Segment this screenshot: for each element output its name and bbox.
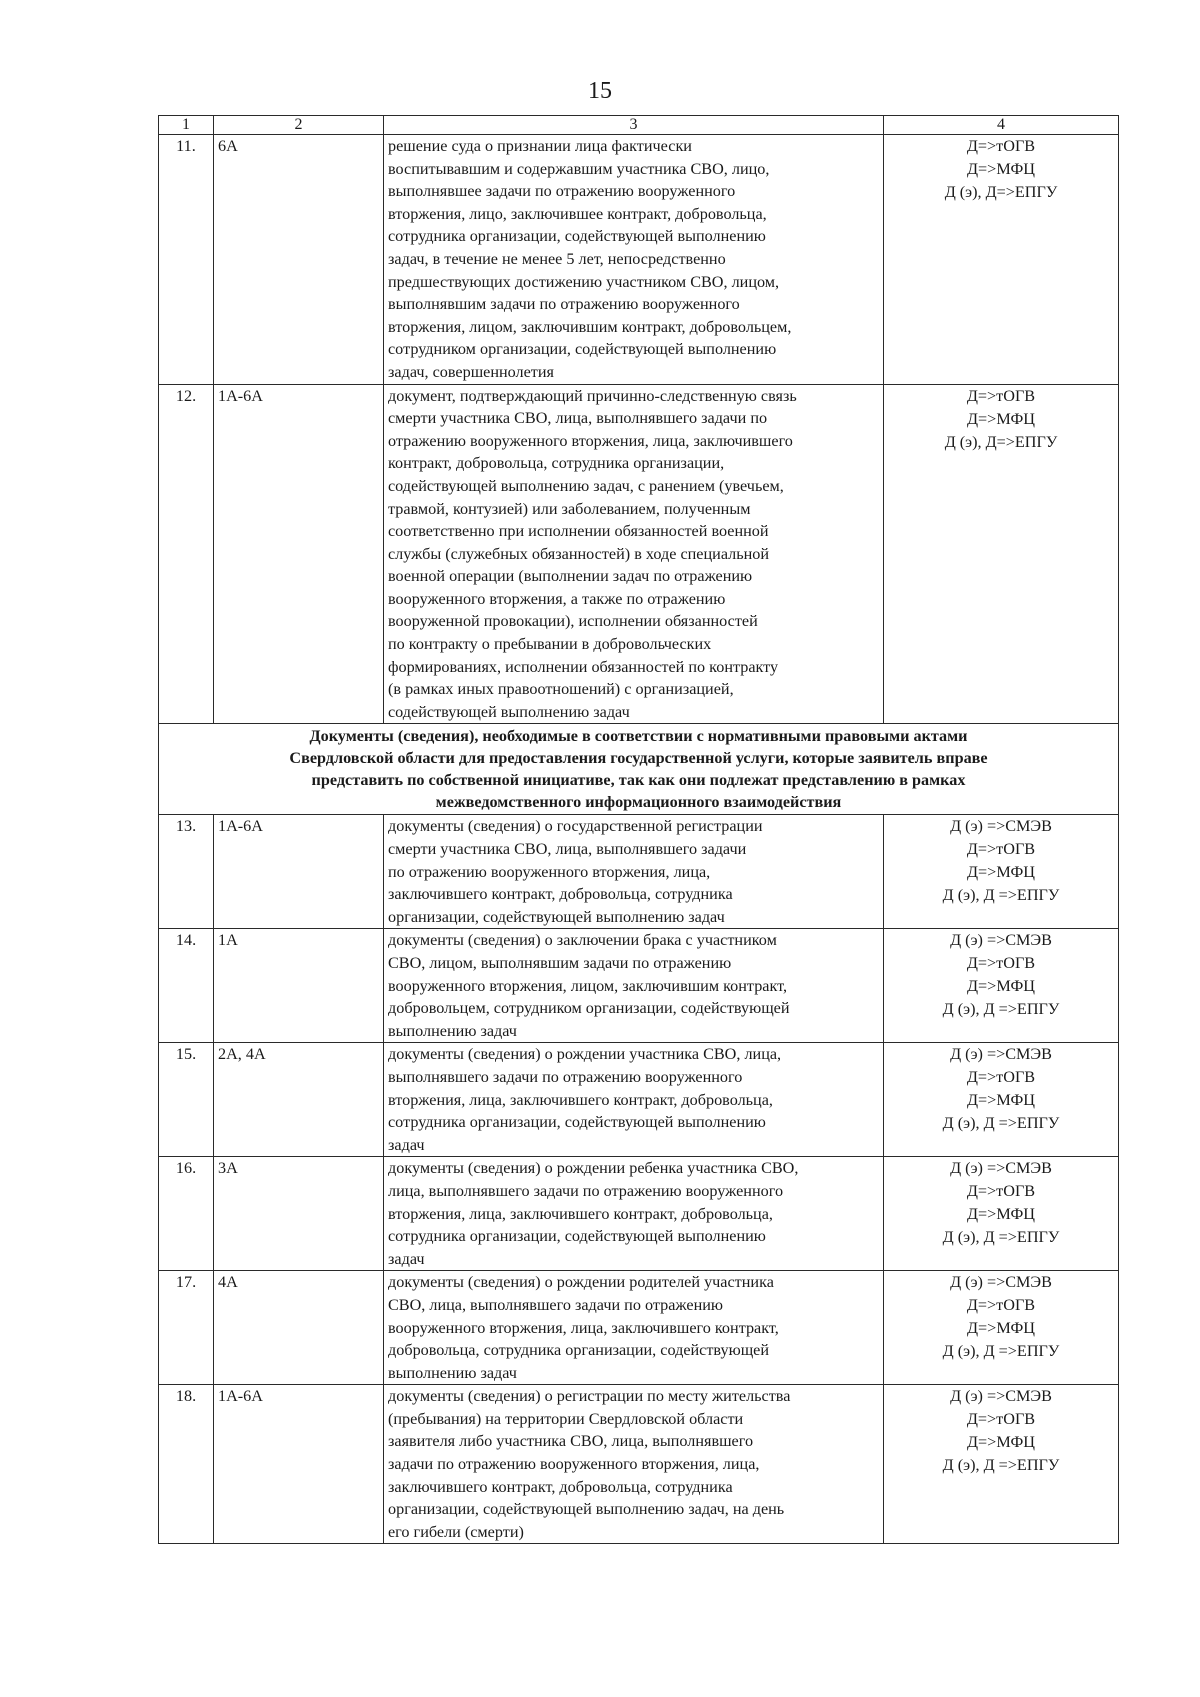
description-line: решение суда о признании лица фактически [388,137,692,155]
description-line: организации, содействующей выполнению задач, на день [388,1500,785,1519]
section-line: межведомственного информационного взаимодействия [435,793,842,812]
description-line: сотрудника организации, содействующей выполнению [388,227,766,246]
section-heading-row [159,724,1119,815]
route-line: Д=>тОГВ [966,1410,1036,1429]
row-description [384,929,884,1043]
route-line: Д=>тОГВ [966,954,1036,973]
description-line: задачи по отражению вооруженного вторжения, лица, [388,1455,760,1474]
table-row [159,1043,1119,1157]
row-description [384,135,884,385]
route-line: Д (э), Д =>ЕПГУ [942,1456,1060,1475]
description-line: отражению вооруженного вторжения, лица, заключившего [388,431,793,450]
description-line: по контракту о пребывании в добровольческих [388,635,712,654]
route-line: Д (э) =>СМЭВ [950,1045,1052,1064]
description-line: содействующей выполнению задач, с ранением (увечьем, [388,476,784,495]
description-line: выполнению задач [388,1021,517,1040]
documents-table [158,115,1119,1544]
section-heading [159,724,1119,815]
table-row [159,1385,1119,1544]
row-routes [884,135,1119,385]
section-line: Свердловской области для предоставления государственной услуги, которые заявитель вправе [289,749,988,768]
row-number: 12. [159,384,214,724]
description-line: (пребывания) на территории Свердловской области [388,1409,744,1428]
route-line: Д=>тОГВ [966,1068,1036,1087]
route-line: Д=>МФЦ [967,1091,1035,1110]
section-line: Документы (сведения), необходимые в соответствии с нормативными правовыми актами [309,727,968,746]
route-line: Д=>тОГВ [966,1182,1036,1201]
description-line: сотрудника организации, содействующей выполнению [388,1227,766,1246]
description-line: вторжения, лицо, заключившее контракт, добровольца, [388,204,767,223]
description-line: вторжения, лица, заключившего контракт, добровольца, [388,1090,773,1109]
row-routes [884,1157,1119,1271]
row-number: 17. [159,1271,214,1385]
row-number: 11. [159,135,214,385]
row-number: 15. [159,1043,214,1157]
description-line: травмой, контузией) или заболеванием, полученным [388,499,751,518]
description-line: контракт, добровольца, сотрудника организации, [388,454,725,473]
description-line: вооруженного вторжения, а также по отражению [388,589,726,608]
header-col-1: 1 [159,116,214,135]
description-line: документы (сведения) о рождении участника СВО, лица, [388,1045,782,1064]
table-row [159,384,1119,724]
row-number: 18. [159,1385,214,1544]
section-body [159,724,1119,815]
route-line: Д=>МФЦ [967,1205,1035,1224]
route-line: Д=>МФЦ [967,1433,1035,1452]
route-line: Д=>тОГВ [966,137,1036,155]
route-line: Д (э) =>СМЭВ [950,817,1052,836]
row-code: 6А [214,135,384,385]
row-description [384,815,884,929]
description-line: документы (сведения) о рождении ребенка участника СВО, [388,1159,799,1178]
header-row [159,116,1119,135]
row-routes [884,384,1119,724]
description-line: вооруженного вторжения, лицом, заключившим контракт, [388,976,788,995]
row-number: 14. [159,929,214,1043]
route-line: Д (э), Д=>ЕПГУ [944,183,1058,201]
route-line: Д (э), Д =>ЕПГУ [942,1114,1060,1133]
header-col-2: 2 [214,116,384,135]
header-col-3: 3 [384,116,884,135]
route-line: Д (э) =>СМЭВ [950,1273,1052,1292]
description-line: добровольца, сотрудника организации, содействующей [388,1341,770,1360]
description-line: документы (сведения) о регистрации по месту жительства [388,1387,791,1406]
row-description [384,1271,884,1385]
description-line: выполнявшим задачи по отражению вооруженного [388,295,740,314]
description-line: документ, подтверждающий причинно-следственную связь [388,386,797,405]
row-number: 16. [159,1157,214,1271]
page-number: 15 [588,78,612,104]
route-line: Д (э), Д =>ЕПГУ [942,1342,1060,1361]
row-code: 3А [214,1157,384,1271]
row-routes [884,815,1119,929]
description-line: воспитывавшим и содержавшим участника СВО, лицо, [388,159,770,178]
route-line: Д (э) =>СМЭВ [950,1387,1052,1406]
route-line: Д (э), Д =>ЕПГУ [942,886,1060,905]
description-line: смерти участника СВО, лица, выполнявшего задачи по [388,409,768,428]
row-number: 13. [159,815,214,929]
table-header [159,116,1119,135]
description-line: задач, в течение не менее 5 лет, непосредственно [388,249,726,268]
route-line: Д=>тОГВ [966,386,1036,405]
row-routes [884,929,1119,1043]
description-line: заключившего контракт, добровольца, сотрудника [388,885,733,904]
route-line: Д (э), Д =>ЕПГУ [942,1228,1060,1247]
description-line: СВО, лица, выполнявшего задачи по отражению [388,1295,723,1314]
route-line: Д (э), Д =>ЕПГУ [942,1000,1060,1019]
route-line: Д=>МФЦ [967,1319,1035,1338]
table-row [159,135,1119,385]
description-line: СВО, лицом, выполнявшим задачи по отражению [388,954,732,972]
description-line: заключившего контракт, добровольца, сотрудника [388,1477,733,1496]
description-line: задач, совершеннолетия [388,362,554,381]
description-line: документы (сведения) о государственной регистрации [388,817,763,836]
description-line: сотрудника организации, содействующей выполнению [388,1113,766,1132]
description-line: по отражению вооруженного вторжения, лица, [388,862,711,881]
route-line: Д (э) =>СМЭВ [950,1159,1052,1178]
row-code: 2А, 4А [214,1043,384,1157]
table-row [159,929,1119,1043]
table-row [159,1271,1119,1385]
description-line: предшествующих достижению участником СВО, лицом, [388,272,780,291]
row-routes [884,1271,1119,1385]
row-code: 1А-6А [214,815,384,929]
description-line: добровольцем, сотрудником организации, содействующей [388,999,790,1018]
route-line: Д (э), Д=>ЕПГУ [944,432,1058,451]
description-line: смерти участника СВО, лица, выполнявшего задачи [388,840,747,859]
row-code: 1А-6А [214,1385,384,1544]
description-line: соответственно при исполнении обязанностей военной [388,522,769,541]
route-line: Д (э) =>СМЭВ [950,931,1052,950]
description-line: организации, содействующей выполнению задач [388,907,725,926]
route-line: Д=>МФЦ [967,160,1035,178]
description-line: (в рамках иных правоотношений) с организацией, [388,680,734,699]
description-line: формированиях, исполнении обязанностей по контракту [388,657,779,676]
description-line: вторжения, лица, заключившего контракт, добровольца, [388,1204,773,1223]
description-line: выполнявшее задачи по отражению вооруженного [388,182,736,201]
section-line: представить по собственной инициативе, так как они подлежат представлению в рамках [311,771,966,790]
row-code: 1А-6А [214,384,384,724]
description-line: его гибели (смерти) [388,1522,524,1541]
description-line: выполнению задач [388,1363,517,1382]
route-line: Д=>тОГВ [966,1296,1036,1315]
description-line: документы (сведения) о заключении брака с участником [388,931,777,950]
row-code: 4А [214,1271,384,1385]
row-routes [884,1043,1119,1157]
row-description [384,1043,884,1157]
row-description [384,1385,884,1544]
header-col-4: 4 [884,116,1119,135]
route-line: Д=>МФЦ [967,977,1035,996]
description-line: вооруженного вторжения, лица, заключившего контракт, [388,1318,779,1337]
table-row [159,815,1119,929]
description-line: службы (служебных обязанностей) в ходе специальной [388,544,770,563]
route-line: Д=>МФЦ [967,863,1035,882]
table-body-a [159,135,1119,724]
description-line: сотрудником организации, содействующей выполнению [388,340,777,359]
description-line: военной операции (выполнении задач по отражению [388,567,753,586]
description-line: задач [388,1249,425,1268]
description-line: выполнявшего задачи по отражению вооруженного [388,1067,743,1086]
row-code: 1А [214,929,384,1043]
route-line: Д=>МФЦ [967,409,1035,428]
description-line: лица, выполнявшего задачи по отражению вооруженного [388,1181,784,1200]
description-line: вторжения, лицом, заключившим контракт, добровольцем, [388,317,792,336]
description-line: вооруженной провокации), исполнении обязанностей [388,612,758,631]
table-row [159,1157,1119,1271]
row-routes [884,1385,1119,1544]
description-line: содействующей выполнению задач [388,702,630,721]
route-line: Д=>тОГВ [966,840,1036,859]
description-line: задач [388,1135,425,1154]
table-body-b [159,815,1119,1544]
row-description [384,1157,884,1271]
row-description [384,384,884,724]
description-line: заявителя либо участника СВО, лица, выполнявшего [388,1432,754,1451]
description-line: документы (сведения) о рождении родителей участника [388,1273,774,1292]
